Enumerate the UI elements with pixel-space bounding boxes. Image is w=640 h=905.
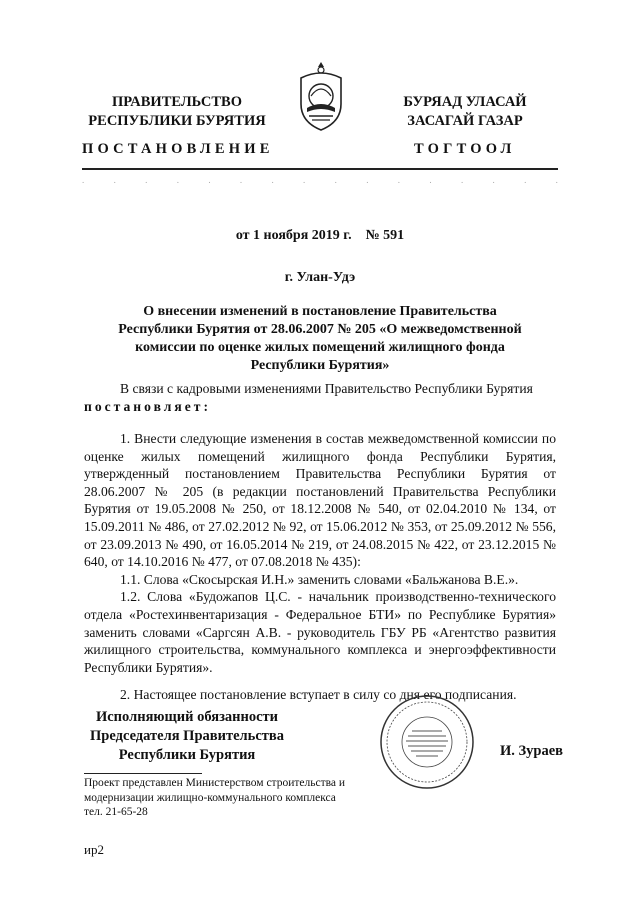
item-1-2: 1.2. Слова «Будожапов Ц.С. - начальник производственно-технического отдела «Ростехинвентаризация - Федеральное БТИ» по Республике Бурятия» заменить словами «Саргсян А.В. - руководитель ГБУ РБ «Агентство развития жилищного строительства, коммунального комплекса и энергоэффективности Республики Бурятия». <box>84 589 556 675</box>
body-text <box>84 430 556 704</box>
title-line: Республики Бурятия от 28.06.2007 № 205 «О межведомственной <box>118 322 522 337</box>
header-right-line1: БУРЯАД УЛАСАЙ <box>403 94 527 110</box>
header-right-line2: ЗАСАГАЙ ГАЗАР <box>407 113 523 129</box>
footer-line: модернизации жилищно-коммунального комплекса <box>84 791 336 804</box>
title-line: комиссии по оценке жилых помещений жилищного фонда <box>135 340 505 355</box>
header-left <box>82 93 272 131</box>
signatory-title-line: Председателя Правительства <box>90 728 284 744</box>
coat-of-arms-emblem <box>295 60 347 132</box>
executor-code: ир2 <box>84 842 104 857</box>
header-left-line1: ПРАВИТЕЛЬСТВО <box>112 94 242 110</box>
header-left-line2: РЕСПУБЛИКИ БУРЯТИЯ <box>88 113 266 129</box>
signatory-name: И. Зураев <box>500 743 564 759</box>
preamble: В связи с кадровыми изменениями Правительство Республики Бурятия <box>120 381 533 396</box>
document-title <box>82 303 558 375</box>
dotted-line: . . . . . . . . . . . . . . . . <box>82 175 558 185</box>
doc-type-right: ТОГТООЛ <box>414 141 516 157</box>
signatory-title-line: Республики Бурятия <box>118 747 256 763</box>
footer-phone: тел. 21-65-28 <box>84 806 148 818</box>
item-2: 2. Настоящее постановление вступает в силу со дня его подписания. <box>120 687 517 703</box>
header-right <box>372 93 558 131</box>
resolves-word: постановляет: <box>84 398 211 414</box>
doc-type-left: ПОСТАНОВЛЕНИЕ <box>82 141 274 157</box>
footer-note <box>84 776 345 820</box>
preamble-block <box>84 380 556 415</box>
date-number: от 1 ноября 2019 г. № 591 <box>235 228 405 243</box>
item-1: 1. Внести следующие изменения в состав межведомственной комиссии по оценке жилых помещений жилищного фонда Республики Бурятия, утвержденный постановлением Правительства Республики Бурятия от 28.06.2007 № 205 (в редакции постановлений Правительства Республики Бурятия от 19.05.2008 № 250, от 18.12.2008 № 540, от 02.04.2010 № 134, от 15.09.2011 № 486, от 27.02.2012 № 92, от 15.06.2012 № 353, от 25.09.2012 № 556, от 23.09.2013 № 490, от 16.05.2014 № 219, от 24.08.2015 № 422, от 23.12.2015 № 640, от 14.10.2016 № 477, от 07.08.2018 № 435): <box>84 431 556 570</box>
official-stamp <box>378 693 476 791</box>
footer-divider <box>84 773 202 774</box>
signatory-title <box>82 708 292 765</box>
footer-line: Проект представлен Министерством строительства и <box>84 777 346 789</box>
header-divider <box>82 168 558 170</box>
city: г. Улан-Удэ <box>284 270 356 285</box>
title-line: Республики Бурятия» <box>250 358 390 373</box>
item-1-1: 1.1. Слова «Скосырская И.Н.» заменить словами «Бальжанова В.Е.». <box>120 571 519 587</box>
title-line: О внесении изменений в постановление Правительства <box>143 304 497 319</box>
signatory-title-line: Исполняющий обязанности <box>95 709 279 725</box>
